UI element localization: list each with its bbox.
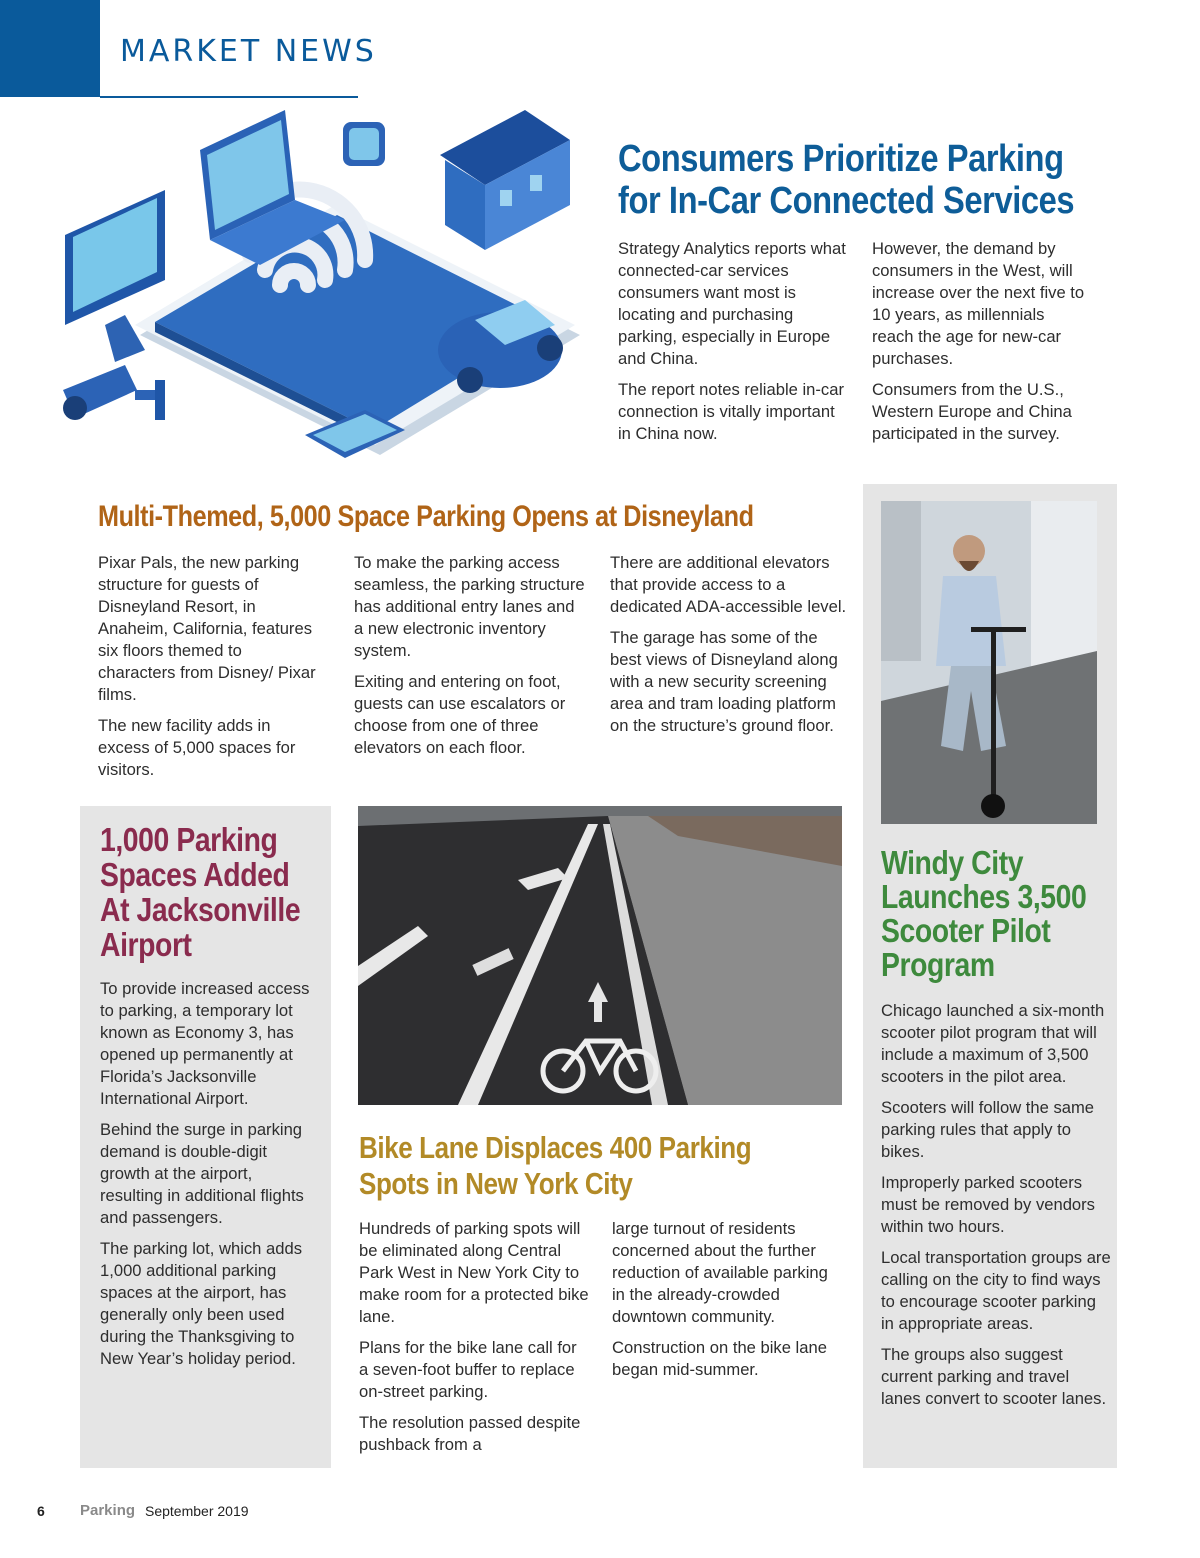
paragraph: Improperly parked scooters must be removed by vendors within two hours. — [881, 1173, 1095, 1236]
smartwatch-icon — [343, 122, 385, 166]
headline-line: for In-Car Connected Services — [618, 180, 1075, 222]
scooter-rider-photo — [881, 501, 1097, 824]
connected-services-headline — [618, 138, 1074, 222]
security-camera-icon — [63, 365, 165, 420]
paragraph: The new facility adds in excess of 5,000 spaces for visitors. — [98, 716, 296, 779]
paragraph: The parking lot, which adds 1,000 additional parking spaces at the airport, has generally only been used during the Thanksgiving to New Year’s holiday period. — [100, 1239, 303, 1368]
paragraph: To make the parking access seamless, the parking structure has additional entry lanes and a new electronic inventory system. — [354, 553, 585, 660]
paragraph: Local transportation groups are calling on the city to find ways to encourage scooter parking in appropriate areas. — [881, 1248, 1111, 1333]
header-rule — [100, 96, 358, 98]
paragraph: Plans for the bike lane call for a seven-foot buffer to replace on-street parking. — [359, 1338, 577, 1401]
bike-lane-photo — [358, 806, 842, 1105]
paragraph: To provide increased access to parking, a temporary lot known as Economy 3, has opened up permanently at Florida’s Jacksonville International Airport. — [100, 979, 310, 1108]
headline-line: Windy City — [881, 844, 1024, 881]
paragraph: Behind the surge in parking demand is double-digit growth at the airport, resulting in additional flights and passengers. — [100, 1120, 304, 1227]
paragraph: However, the demand by consumers in the West, will increase over the next five to 10 years, as millennials reach the age for new-car purchases. — [872, 239, 1085, 368]
connected-column-1 — [618, 238, 846, 454]
paragraph: The report notes reliable in-car connection is vitally important in China now. — [618, 380, 844, 443]
headline-line: Scooter Pilot — [881, 912, 1051, 949]
paragraph: Consumers from the U.S., Western Europe and China participated in the survey. — [872, 380, 1072, 443]
disney-column-3 — [610, 552, 850, 746]
issue-date: September 2019 — [145, 1503, 249, 1519]
paragraph: Exiting and entering on foot, guests can use escalators or choose from one of three elevators on each floor. — [354, 672, 566, 757]
page-number: 6 — [37, 1503, 45, 1519]
paragraph: Strategy Analytics reports what connected-car services consumers want most is locating and purchasing parking, especially in Europe and China. — [618, 239, 846, 368]
headline-line: Consumers Prioritize Parking — [618, 138, 1064, 180]
headline-line: At Jacksonville — [100, 891, 301, 928]
paragraph: The groups also suggest current parking and travel lanes convert to scooter lanes. — [881, 1345, 1107, 1408]
paragraph: The resolution passed despite pushback from a — [359, 1413, 581, 1454]
house-icon — [440, 110, 570, 250]
headline-line: Bike Lane Displaces 400 Parking — [359, 1130, 752, 1165]
connected-devices-illustration — [55, 100, 595, 475]
magazine-brand: Parking — [80, 1502, 136, 1519]
paragraph: There are additional elevators that provide access to a dedicated ADA-accessible level. — [610, 553, 847, 616]
header-color-block — [0, 0, 100, 97]
section-label: MARKET NEWS — [120, 34, 377, 69]
headline-line: Program — [881, 946, 995, 983]
windy-city-headline — [881, 846, 1086, 982]
paragraph: Chicago launched a six-month scooter pilot program that will include a maximum of 3,500 scooters in the pilot area. — [881, 1001, 1105, 1086]
headline-line: Launches 3,500 — [881, 878, 1087, 915]
disneyland-headline: Multi-Themed, 5,000 Space Parking Opens at Disneyland — [98, 500, 754, 533]
headline-line: Spots in New York City — [359, 1166, 633, 1201]
windy-city-body — [881, 1000, 1111, 1419]
bike-column-1 — [359, 1218, 589, 1465]
bike-lane-headline — [359, 1130, 751, 1202]
bike-column-2 — [612, 1218, 844, 1390]
paragraph: The garage has some of the best views of Disneyland along with a new security screening area and tram loading platform on the structure’s ground floor. — [610, 628, 838, 735]
paragraph: Hundreds of parking spots will be eliminated along Central Park West in New York City to make room for a protected bike lane. — [359, 1219, 589, 1326]
headline-line: Spaces Added — [100, 856, 290, 893]
paragraph: large turnout of residents concerned about the further reduction of available parking in the already-crowded downtown community. — [612, 1219, 828, 1326]
headline-line: 1,000 Parking — [100, 821, 278, 858]
disney-column-1 — [98, 552, 323, 790]
connected-column-2 — [872, 238, 1090, 454]
disney-column-2 — [354, 552, 586, 768]
paragraph: Pixar Pals, the new parking structure for guests of Disneyland Resort, in Anaheim, California, features six floors themed to characters from Disney/ Pixar films. — [98, 553, 316, 704]
headline-line: Airport — [100, 926, 192, 963]
paragraph: Scooters will follow the same parking rules that apply to bikes. — [881, 1098, 1095, 1161]
jacksonville-headline — [100, 822, 300, 962]
paragraph: Construction on the bike lane began mid-summer. — [612, 1338, 827, 1379]
jacksonville-body — [100, 978, 315, 1379]
